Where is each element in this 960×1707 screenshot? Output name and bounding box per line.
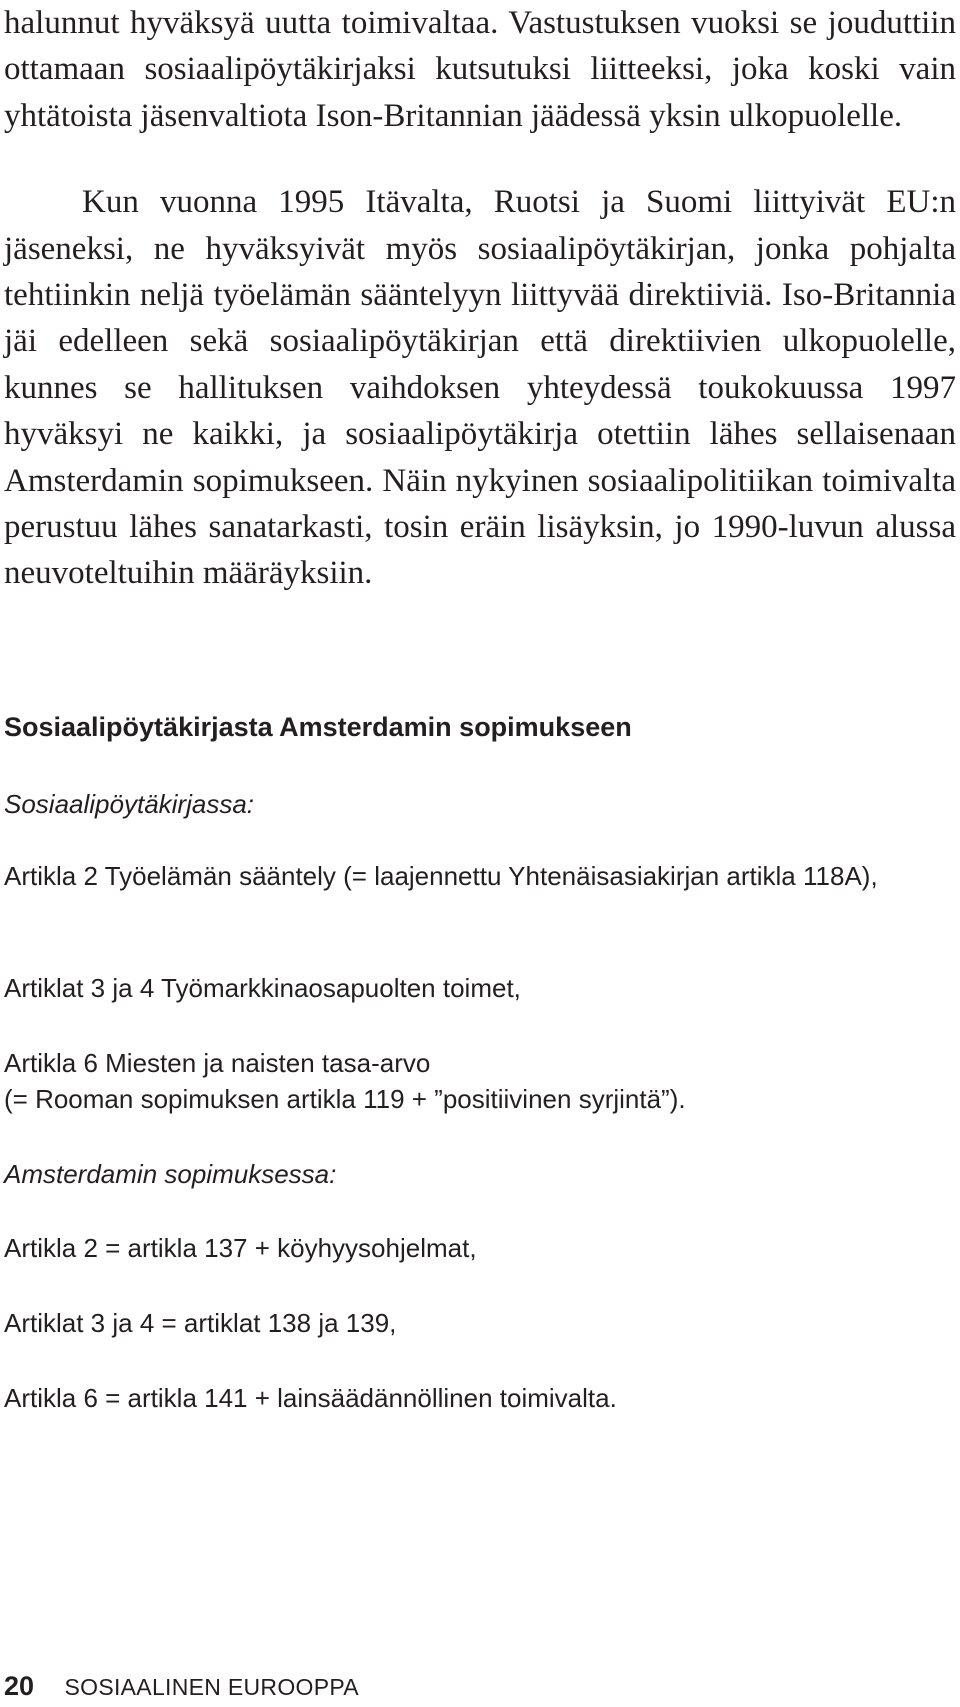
list-item-artiklat-3-4: Artiklat 3 ja 4 Työmarkkinaosapuolten toimet, (4, 973, 521, 1003)
running-title: SOSIAALINEN EUROOPPA (64, 1674, 359, 1700)
list-item-artikla-6: Artikla 6 Miesten ja naisten tasa-arvo (4, 1048, 431, 1078)
section-heading: Sosiaalipöytäkirjasta Amsterdamin sopimukseen (4, 712, 632, 742)
subheading-sosiaalipoytakirjassa: Sosiaalipöytäkirjassa: (4, 789, 255, 819)
list-item-artikla-2: Artikla 2 Työelämän sääntely (= laajennettu Yhtenäisasiakirjan artikla 118A), (4, 861, 878, 891)
list-item-amsterdam-artikla-6: Artikla 6 = artikla 141 + lainsäädännöllinen toimivalta. (4, 1383, 617, 1413)
page-footer (4, 1670, 359, 1707)
paragraph-1: halunnut hyväksyä uutta toimivaltaa. Vastustuksen vuoksi se jouduttiin ottamaan sosiaalipöytäkirjaksi kutsutuksi liitteeksi, joka koski vain yhtätoista jäsenvaltiota Ison-Britannian jäädessä yksin ulkopuolelle. (4, 5, 956, 134)
body-text (4, 0, 956, 597)
page-number: 20 (4, 1671, 35, 1701)
list-item-artikla-6-detail: (= Rooman sopimuksen artikla 119 + ”positiivinen syrjintä”). (4, 1084, 686, 1114)
list-item-amsterdam-artiklat-3-4: Artiklat 3 ja 4 = artiklat 138 ja 139, (4, 1308, 397, 1338)
paragraph-2: Kun vuonna 1995 Itävalta, Ruotsi ja Suomi liittyivät EU:n jäseneksi, ne hyväksyivät myös sosiaalipöytäkirjan, jonka pohjalta tehtiinkin neljä työelämän sääntelyyn liittyvää direktiiviä. Iso-Britannia jäi edelleen sekä sosiaalipöytäkirjan että direktiivien ulkopuolelle, kunnes se hallituksen vaihdoksen yhteydessä toukokuussa 1997 hyväksyi ne kaikki, ja sosiaalipöytäkirja otettiin lähes sellaisenaan Amsterdamin sopimukseen. Näin nykyinen sosiaalipolitiikan toimivalta perustuu lähes sanatarkasti, tosin eräin lisäyksin, jo 1990-luvun alussa neuvoteltuihin määräyksiin. (4, 184, 956, 592)
subheading-amsterdamin-sopimuksessa: Amsterdamin sopimuksessa: (4, 1159, 337, 1189)
list-item-amsterdam-artikla-2: Artikla 2 = artikla 137 + köyhyysohjelmat, (4, 1233, 477, 1263)
